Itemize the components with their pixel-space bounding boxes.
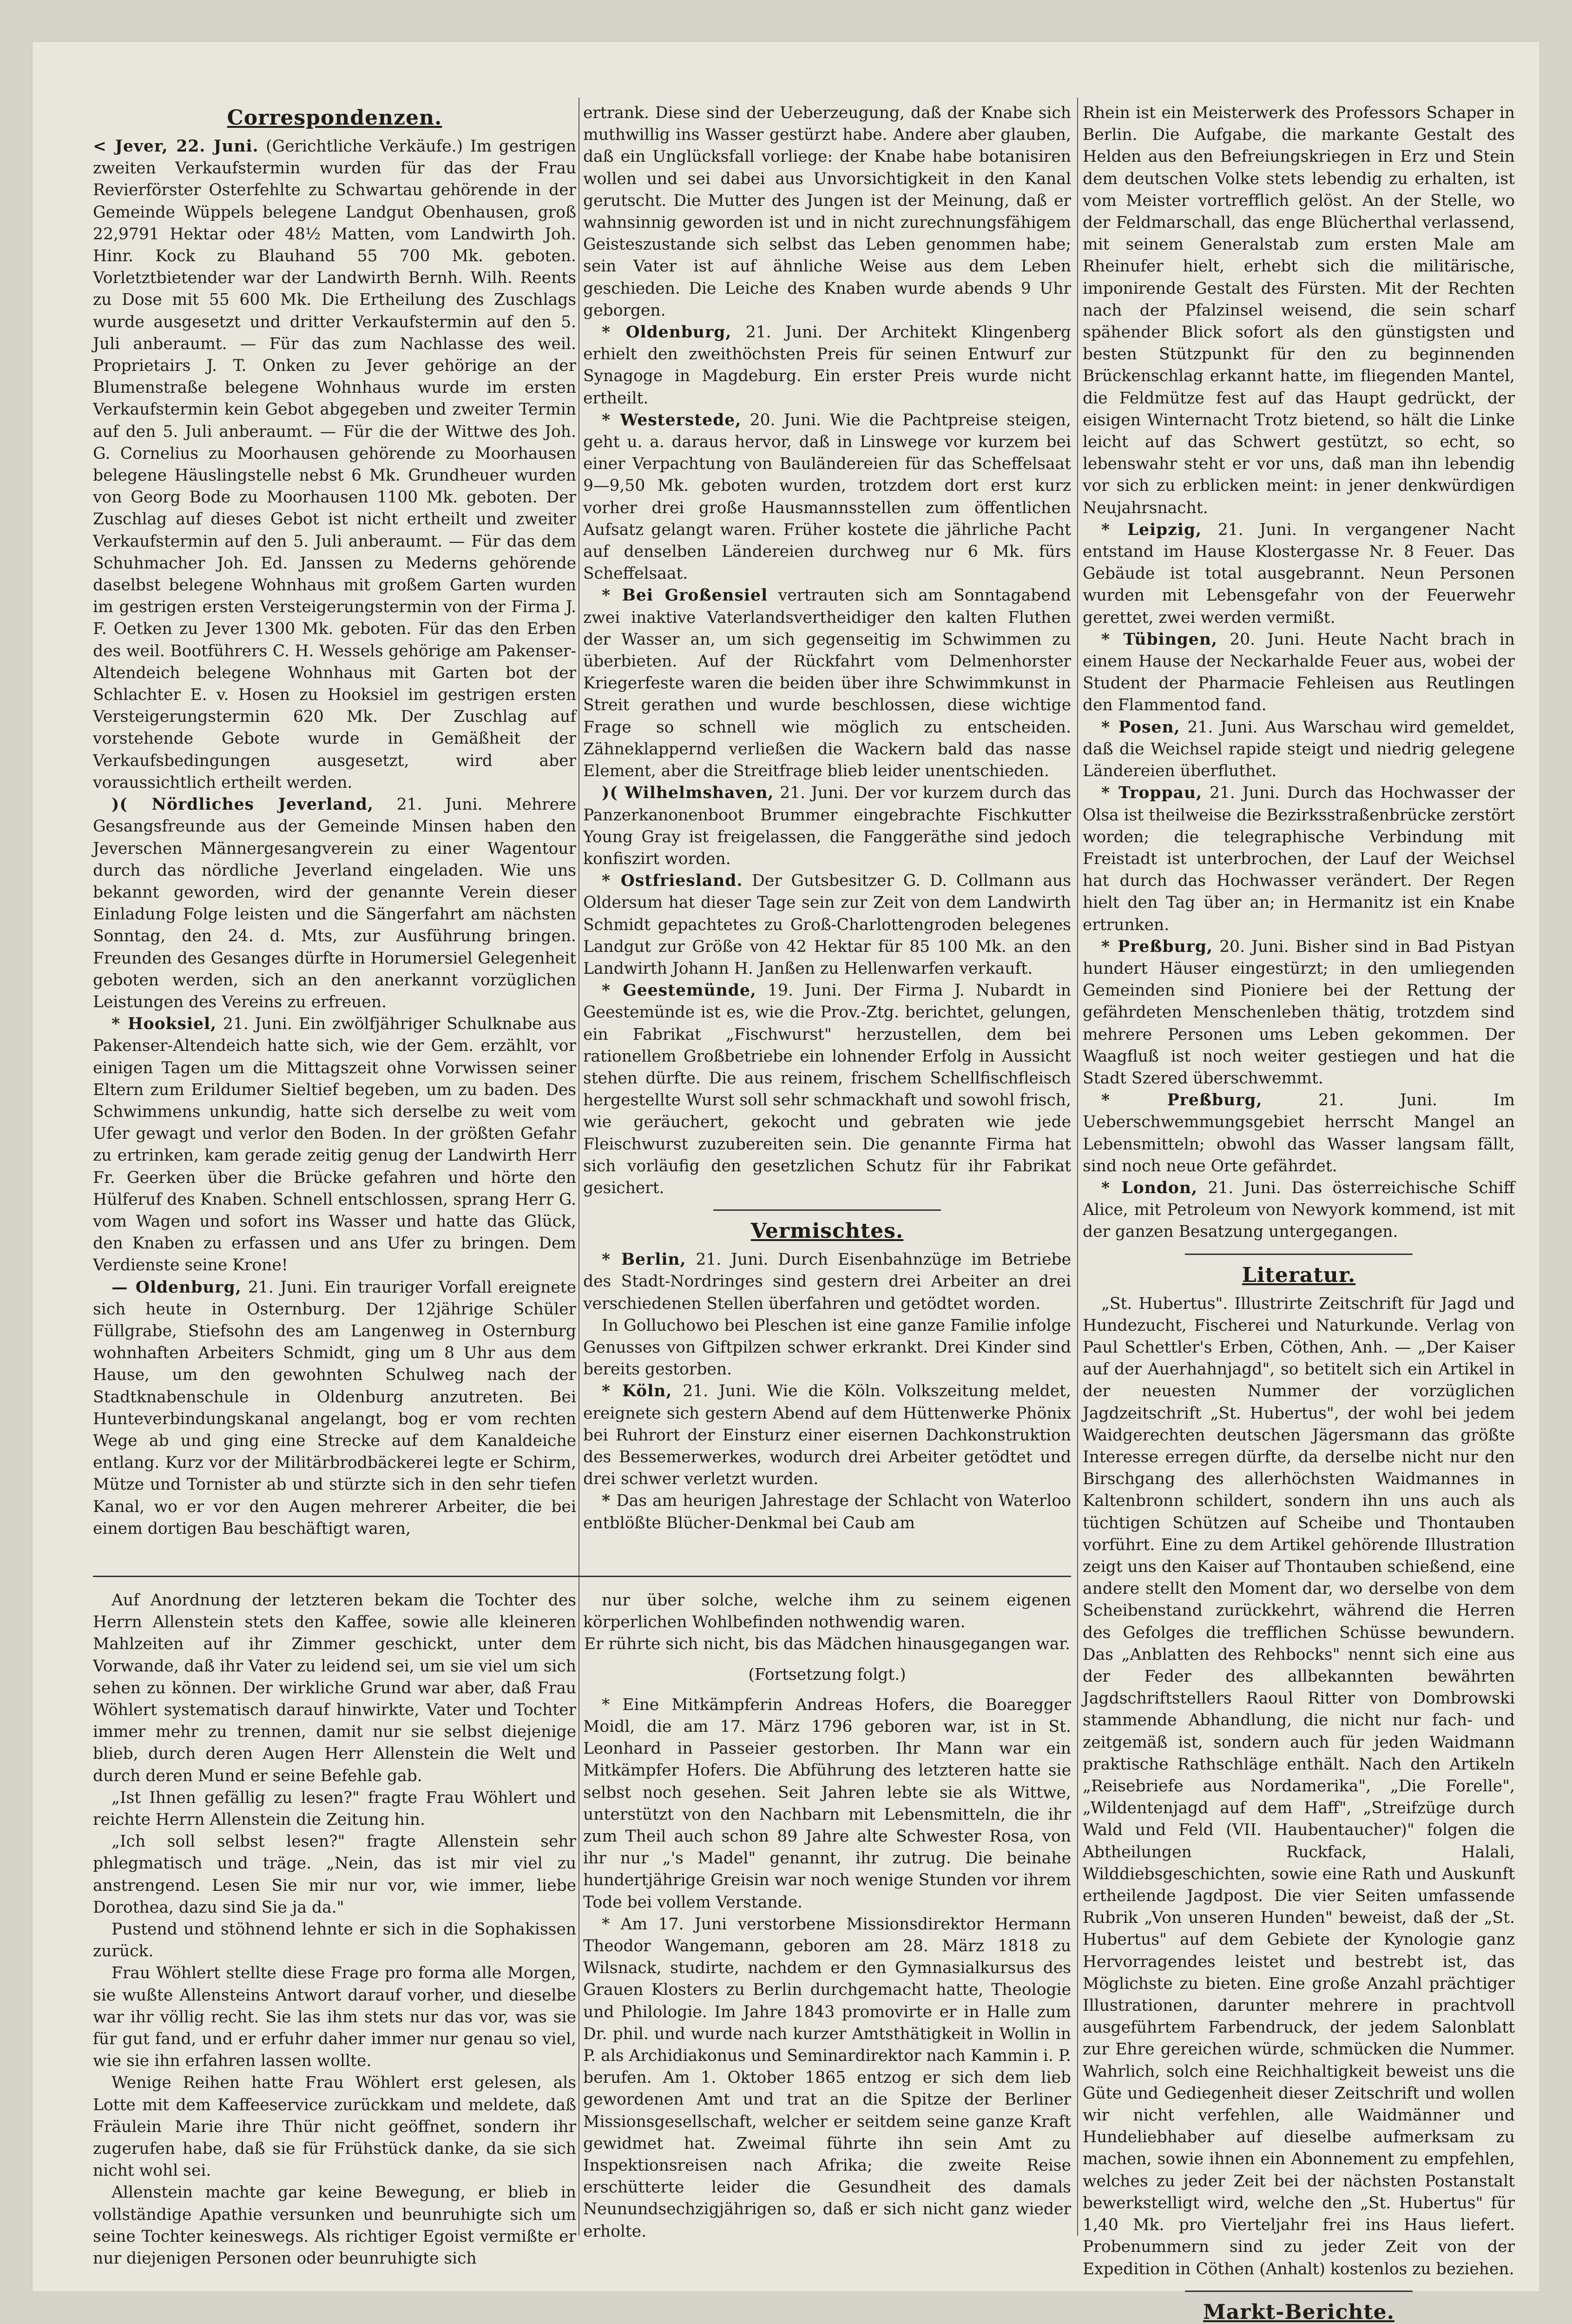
- continued-note: (Fortsetzung folgt.): [748, 1665, 906, 1684]
- article: [583, 322, 1071, 409]
- article-dateline: * Troppau,: [1101, 784, 1203, 803]
- feuilleton-paragraph: * Am 17. Juni verstorbene Missionsdirektor Hermann Theodor Wangemann, geboren am 28. März 1818 zu Wilsnack, studirte, nachdem er den Gymnasialkursus des Grauen Klosters zu Berlin durchgemacht hatte, Theologie und Philologie. Im Jahre 1843 promovirte er in Halle zum Dr. phil. und wurde nach kurzer Amtsthätigkeit in Wollin in P. als Archidiakonus und Seminardirektor nach Kammin i. P. berufen. Am 1. Oktober 1865 entzog er sich dem lieb gewordenen Amt und trat an die Spitze der Berliner Missionsgesellschaft, welcher er seitdem seine ganze Kraft gewidmet hat. Zweimal führte ihn sein Amt zu Inspektionsreisen nach Afrika; die zweite Reise erschütterte leider die Gesundheit des damals Neunundsechzigjährigen so, daß er sich nicht ganz wieder erholte.: [583, 1915, 1071, 2241]
- column-misc: [1083, 102, 1515, 2324]
- article-text: Das am heurigen Jahrestage der Schlacht von Waterloo entblößte Blücher-Denkmal bei Caub am: [583, 1492, 1072, 1532]
- feuilleton-paragraph: nur über solche, welche ihm zu seinem eigenen körperlichen Wohlbefinden nothwendig waren.: [583, 1591, 1071, 1632]
- article-dateline: * Bei Großensiel: [602, 586, 768, 605]
- article-dateline: — Oldenburg,: [112, 1278, 242, 1297]
- article: [583, 1490, 1071, 1534]
- article: [583, 1380, 1071, 1490]
- article-dateline: * Posen,: [1101, 718, 1180, 737]
- article-dateline: )( Nördliches Jeverland,: [112, 795, 374, 814]
- feuilleton-paragraph: „Ist Ihnen gefällig zu lesen?" fragte Frau Wöhlert und reichte Herrn Allenstein die Zeitung hin.: [93, 1788, 576, 1829]
- article-text: 21. Juni. Der Architekt Klingenberg erhielt den zweithöchsten Preis für seinen Entwurf zur Synagoge in Magdeburg. Ein erster Preis wurde nicht ertheilt.: [583, 323, 1072, 408]
- article-text: 20. Juni. Bisher sind in Bad Pistyan hundert Häuser eingestürzt; in den umliegenden Gemeinden sind Pioniere bei der Rettung der gefährdeten Menschenleben thätig, trotzdem sind mehrere Personen ums Leben gekommen. Der Waagfluß ist noch weiter gestiegen und hat die Stadt Szered überschwemmt.: [1083, 937, 1515, 1088]
- article-text: 21. Juni. Mehrere Gesangsfreunde aus der Gemeinde Minsen haben den Jeverschen Männergesangverein zu einer Wagentour durch das nördliche Jeverland eingeladen. Wie uns bekannt geworden, wird der genannte Verein dieser Einladung Folge leisten und die Sängerfahrt am nächsten Sonntag, den 24. d. Mts, zur Ausführung bringen. Freunden des Gesanges dürfte in Horumersiel Gelegenheit geboten werden, sich an den anerkannt vorzüglichen Leistungen des Vereins zu erfreuen.: [93, 795, 576, 1011]
- article: [583, 870, 1071, 980]
- article-text: 21. Juni. In vergangener Nacht entstand im Hause Klostergasse Nr. 8 Feuer. Das Gebäude ist total ausgebrannt. Neun Personen wurden mit Lebensgefahr von der Feuerwehr gerettet, zwei werden vermißt.: [1083, 520, 1515, 627]
- article: [1083, 629, 1515, 717]
- article-text: 21. Juni. Aus Warschau wird gemeldet, daß die Weichsel rapide steigt und niedrig gelegene Ländereien überfluthet.: [1083, 718, 1515, 781]
- article-dateline: * Leipzig,: [1101, 520, 1202, 539]
- column-correspondence: [93, 102, 576, 1540]
- section-divider: [1185, 2291, 1413, 2292]
- article-text: 21. Juni. Ein zwölfjähriger Schulknabe aus Pakenser-Altendeich hatte sich, wie der Gem. erzählt, vor einigen Tagen um die Mittagszeit ohne Vorwissen seiner Eltern zum Erildumer Sieltief begeben, um zu baden. Des Schwimmens unkundig, hatte sich derselbe zu weit vom Ufer gewagt und verlor den Boden. In der größten Gefahr zu ertrinken, kam gerade zeitig genug der Landwirth Herr Fr. Geerken über die Brücke gefahren und hörte den Hülferuf des Knaben. Schnell entschlossen, sprang Herr G. vom Wagen und sofort ins Wasser und hatte das Glück, den Knaben zu erfassen und ans Ufer zu bringen. Dem Verdienste seine Krone!: [93, 1015, 577, 1275]
- article: [93, 794, 576, 1013]
- article-text: (Gerichtliche Verkäufe.) Im gestrigen zweiten Verkaufstermin wurden für das der Frau Revierförster Osterfehlte zu Schwartau gehörende in der Gemeinde Wüppels belegene Landgut Obenhausen, groß 22,9791 Hektar oder 48½ Matten, vom Landwirth Joh. Hinr. Kock zu Blauhand 55 700 Mk. geboten. Vorletztbietender war der Landwirth Bernh. Wilh. Reents zu Dose mit 55 600 Mk. Die Ertheilung des Zuschlags wurde ausgesetzt und dritter Verkaufstermin auf den 5. Juli anberaumt. — Für das zum Nachlasse des weil. Proprietairs J. T. Onken zu Jever gehörige an der Blumenstraße belegene Wohnhaus wurde im ersten Verkaufstermin kein Gebot abgegeben und zweiter Termin auf den 5. Juli anberaumt. — Für die der Wittwe des Joh. G. Cornelius zu Moorhausen gehörende zu Moorhausen belegene Häuslingstelle nebst 6 Mk. Grundheuer wurden von Georg Bode zu Moorhausen 1100 Mk. geboten. Der Zuschlag auf dieses Gebot ist nicht ertheilt und zweiter Verkaufstermin auf den 5. Juli anberaumt. — Für das dem Schuhmacher Joh. Ed. Janssen zu Mederns gehörende daselbst belegene Wohnhaus mit großem Garten wurden im gestrigen ersten Versteigerungstermin von der Firma J. F. Oetken zu Jever 1300 Mk. geboten. Für das den Erben des weil. Bootführers C. H. Wessels gehörige am Pakenser-Altendeich belegene Wohnhaus mit Garten bot der Schlachter E. v. Hosen zu Hooksiel im gestrigen ersten Versteigerungstermin 620 Mk. Der Zuschlag auf vorstehende Gebote wurde in Gemäßheit der Verkaufsbedingungen ausgesetzt, wird aber voraussichtlich ertheilt werden.: [93, 137, 576, 792]
- article: [1083, 782, 1515, 936]
- article-text: 21. Juni. Ein trauriger Vorfall ereignete sich heute in Osternburg. Der 12jährige Schüler Füllgrabe, Stiefsohn des am Langenweg in Osternburg wohnhaften Arbeiters Schmidt, ging um 8 Uhr aus dem Hause, um den gewohnten Schulweg nach der Stadtknabenschule in Oldenburg anzutreten. Bei Hunteverbindungskanal angelangt, bog er vom rechten Wege ab und ging eine Strecke auf dem Kanaldeiche entlang. Kurz vor der Militärbrodbäckerei legte er Schirm, Mütze und Tornister ab und stürzte sich in den sehr tiefen Kanal, wo er vor den Augen mehrerer Arbeiter, die bei einem dortigen Bau beschäftigt waren,: [93, 1278, 576, 1538]
- article-text: 19. Juni. Der Firma J. Nubardt in Geestemünde ist es, wie die Prov.-Ztg. berichtet, gelungen, ein Fabrikat „Fischwurst" herzustellen, dem bei rationellem Großbetriebe ein lohnender Erfolg in Aussicht stehen dürfte. Die aus reinem, frischem Schellfischfleisch hergestellte Wurst soll sehr schmackhaft und sowohl frisch, wie geräuchert, gekocht und gebraten wie jede Fleischwurst zuzubereiten sein. Die genannte Firma hat sich vorläufig den gesetzlichen Schutz für ihr Fabrikat gesichert.: [583, 981, 1072, 1197]
- section-heading: Markt-Berichte.: [1203, 2300, 1394, 2324]
- article-dateline: < Jever, 22. Juni.: [93, 137, 259, 156]
- article: [1083, 717, 1515, 783]
- section-heading: Literatur.: [1242, 1263, 1356, 1287]
- article-text: 21. Juni. Durch Eisenbahnzüge im Betriebe des Stadt-Nordringes sind gestern drei Arbeiter an drei verschiedenen Stellen überfahren und getödtet worden.: [583, 1250, 1071, 1313]
- article-dateline: * Tübingen,: [1101, 630, 1217, 649]
- feuilleton-left: [93, 1590, 576, 2270]
- article-text: 21. Juni. Der vor kurzem durch das Panzerkanonenboot Brummer eingebrachte Fischkutter Young Gray ist freigelassen, die Fanggeräthe sind jedoch konfiszirt worden.: [583, 784, 1071, 868]
- feuilleton-paragraph: Pustend und stöhnend lehnte er sich in die Sophakissen zurück.: [93, 1920, 576, 1961]
- section-divider: [713, 1209, 941, 1211]
- article-dateline: * Preßburg,: [1101, 937, 1213, 956]
- article-dateline: *: [602, 1492, 611, 1511]
- article: [1083, 936, 1515, 1089]
- article-continuation: Rhein ist ein Meisterwerk des Professors Schaper in Berlin. Die Aufgabe, die markante Gestalt des Helden aus den Befreiungskriegen in Erz und Stein dem deutschen Volke stets lebendig zu erhalten, ist vom Meister vortrefflich gelöst. An der Stelle, wo der Feldmarschall, das enge Blücherthal verlassend, mit seinem Generalstab zum ersten Male am Rheinufer hielt, erhebt sich die militärische, imponirende Gestalt des Fürsten. Mit der Rechten nach der Pfalzinsel weisend, die sein scharf spähender Blick sofort als den günstigsten und besten Stützpunkt für den zu beginnenden Brückenschlag erkannt hatte, im fliegenden Mantel, die Feldmütze fest auf das Haupt gedrückt, der eisigen Winternacht Trotz bietend, so hält die Linke leicht auf das Schwert gestützt, so echt, so lebenswahr steht er vor uns, daß man ihn lebendig vor sich zu erblicken meint: in jener denkwürdigen Neujahrsnacht.: [1083, 104, 1515, 517]
- article: [93, 1013, 576, 1276]
- feuilleton-paragraph: Frau Wöhlert stellte diese Frage pro forma alle Morgen, sie wußte Allensteins Antwort darauf vorher, und dieselbe war ihr völlig recht. Sie las ihm stets nur das vor, was sie für gut fand, und er erfuhr daher immer nur genau so viel, wie sie ihn erfahren lassen wollte.: [93, 1964, 576, 2071]
- newspaper-page: [33, 42, 1539, 2324]
- article-dateline: )( Wilhelmshaven,: [602, 784, 774, 803]
- article-dateline: * London,: [1101, 1178, 1198, 1197]
- article-dateline: * Oldenburg,: [602, 323, 732, 342]
- article-list: [93, 136, 576, 1540]
- article: [583, 782, 1071, 870]
- article: [93, 136, 576, 794]
- article: [1083, 1089, 1515, 1177]
- article-dateline: * Hooksiel,: [112, 1015, 217, 1034]
- article-text: In Golluchowo bei Pleschen ist eine ganze Familie infolge Genusses von Giftpilzen schwer erkrankt. Drei Kinder sind bereits gestorben.: [583, 1316, 1071, 1379]
- article-dateline: * Westerstede,: [602, 410, 742, 429]
- feuilleton-right: [583, 1590, 1071, 2243]
- article: [583, 1249, 1071, 1315]
- feuilleton-paragraph: Allenstein machte gar keine Bewegung, er blieb in vollständige Apathie versunken und beunruhigte sich um seine Tochter keineswegs. Als richtiger Egoist vermißte er nur diejenigen Personen oder beunruhigte sich: [93, 2183, 576, 2268]
- article: [1083, 1177, 1515, 1243]
- article-text: 20. Juni. Heute Nacht brach in einem Hause der Neckarhalde Feuer aus, wobei der Student der Pharmacie Fehleisen aus Reutlingen den Flammentod fand.: [1083, 630, 1515, 715]
- article-text: 21. Juni. Das österreichische Schiff Alice, mit Petroleum von Newyork kommend, ist mit der ganzen Besatzung untergegangen.: [1083, 1178, 1515, 1241]
- article-text: Der Gutsbesitzer G. D. Collmann aus Oldersum hat dieser Tage sein zur Zeit von dem Landwirth Schmidt gepachtetes zu Groß-Charlottengroden belegenes Landgut zur Größe von 42 Hektar für 85 100 Mk. an den Landwirth Johann H. Janßen zu Hellenwarfen verkauft.: [583, 872, 1072, 978]
- literature-text: „St. Hubertus". Illustrirte Zeitschrift für Jagd und Hundezucht, Fischerei und Naturkunde. Verlag von Paul Schettler's Erben, Cöthen, Anh. — „Der Kaiser auf der Auerhahnjagd", so betitelt sich ein Artikel in der neuesten Nummer der vorzüglichen Jagdzeitschrift „St. Hubertus", der wohl bei jedem Waidgerechten deutschen Jägersmann das größte Interesse erregen dürfte, da derselbe nicht nur den Birschgang des allerhöchsten Waidmannes in Kaltenbronn schildert, sondern ihn uns auch als tüchtigen Schützen auf Scheibe und Thontauben vorführt. Eine zu dem Artikel gehörende Illustration zeigt uns den Kaiser auf Thontauben schießend, eine andere stellt den Moment dar, wo derselbe von dem Scheibenstand zurückkehrt, während die Herren des Gefolges die trefflichen Schüsse bewundern. Das „Anblatten des Rehbocks" nennt sich eine aus der Feder des allbekannten bewährten Jagdschriftstellers Raoul Ritter von Dombrowski stammende Abhandlung, die nicht nur fach- und zeitgemäß ist, sondern auch für jeden Waidmann praktische Rathschläge enthält. Nach den Artikeln „Reisebriefe aus Nordamerika", „Die Forelle", „Wildentenjagd auf dem Haff", „Streifzüge durch Wald und Feld (VII. Haubentaucher)" folgen die Abtheilungen Ruckfack, Halali, Wilddiebsgeschichten, sowie eine Rath und Auskunft ertheilende Jagdpost. Die vier Seiten umfassende Rubrik „Von unseren Hunden" beweist, daß der „St. Hubertus" auf dem Gebiete der Kynologie ganz Hervorragendes leistet und bestrebt ist, das Möglichste zu bieten. Eine große Anzahl prächtiger Illustrationen, darunter mehrere in prachtvoll ausgeführtem Farbendruck, der jedem Salonblatt zur Ehre gereichen würde, schmücken die Nummer. Wahrlich, solch eine Reichhaltigkeit beweist uns die Güte und Gediegenheit dieser Zeitschrift und wollen wir nicht verfehlen, alle Waidmänner und Hundeliebhaber auf dieselbe aufmerksam zu machen, sowie ihnen ein Abonnement zu empfehlen, welches zu jeder Zeit bei der nächsten Postanstalt bewerkstelligt wird, welche den „St. Hubertus" für 1,40 Mk. pro Vierteljahr frei ins Haus liefert. Probenummern sind zu jeder Zeit von der Expedition in Cöthen (Anhalt) kostenlos zu beziehen.: [1083, 1294, 1515, 2278]
- article-text: 20. Juni. Wie die Pachtpreise steigen, geht u. a. daraus hervor, daß in Linswege vor kurzem bei einer Verpachtung von Bauländereien für das Scheffelsaat 9—9,50 Mk. geboten wurden, trotzdem dort erst kurz vorher drei große Hausmannsstellen zum öffentlichen Aufsatz gelangt waren. Früher kostete die jährliche Pacht auf denselben Ländereien durchweg nur 6 Mk. fürs Scheffelsaat.: [583, 410, 1071, 583]
- article: [583, 980, 1071, 1199]
- article-dateline: * Köln,: [602, 1382, 672, 1401]
- article-dateline: * Berlin,: [602, 1250, 686, 1269]
- article-text: 21. Juni. Durch das Hochwasser der Olsa ist theilweise die Bezirksstraßenbrücke zerstört worden; die telegraphische Verbindung mit Freistadt ist unterbrochen, der Lauf der Weichsel hat durch das Hochwasser verändert. Der Regen hielt den Tag über an; in Hermanitz ist ein Knabe ertrunken.: [1083, 784, 1515, 934]
- article: [583, 409, 1071, 585]
- article: [1083, 519, 1515, 629]
- article: [583, 1315, 1071, 1381]
- article-dateline: * Preßburg,: [1101, 1091, 1263, 1110]
- article-text: 21. Juni. Im Ueberschwemmungsgebiet herrscht Mangel an Lebensmitteln; obwohl das Wasser langsam fällt, sind noch neue Orte gefährdet.: [1083, 1091, 1515, 1175]
- article-continuation: ertrank. Diese sind der Ueberzeugung, daß der Knabe sich muthwillig ins Wasser gestürzt habe. Andere aber glauben, daß ein Unglücksfall vorliege: der Knabe habe botanisiren wollen und sei dabei aus Unvorsichtigkeit in den Kanal gerutscht. Die Mutter des Jungen ist der Meinung, daß er wahnsinnig geworden ist und in nicht zurechnungsfähigem Geisteszustande sich selbst das Leben genommen habe; sein Vater ist auf ähnliche Weise aus dem Leben geschieden. Die Leiche des Knaben wurde abends 9 Uhr geborgen.: [583, 104, 1071, 320]
- article-dateline: * Ostfriesland.: [602, 872, 743, 891]
- feuilleton-paragraph: * Eine Mitkämpferin Andreas Hofers, die Boaregger Moidl, die am 17. März 1796 geboren war, ist in St. Leonhard in Passeier gestorben. Ihr Mann war ein Mitkämpfer Hofers. Die Abführung des letzteren hatte sie selbst noch gesehen. Seit Jahren lebte sie als Wittwe, unterstützt von den Nachbarn mit Lebensmitteln, die ihr zum Theil auch schon 89 Jahre alte Schwester Rosa, von ihr nur „'s Madel" genannt, ihr zutrug. Die beinahe hundertjährige Greisin war noch wenige Stunden vor ihrem Tode bei vollem Verstande.: [583, 1695, 1071, 1912]
- section-divider: [1185, 1254, 1413, 1255]
- column-divider-2: [1077, 98, 1078, 2236]
- feuilleton-paragraph: „Ich soll selbst lesen?" fragte Allenstein sehr phlegmatisch und träge. „Nein, das ist mir viel zu anstrengend. Lesen Sie mir nur vor, wie immer, liebe Dorothea, dazu sind Sie ja da.": [93, 1832, 576, 1917]
- article: [583, 585, 1071, 782]
- article: [93, 1277, 576, 1540]
- section-heading: Correspondenzen.: [227, 106, 442, 130]
- feuilleton-rule: [93, 1576, 1071, 1577]
- feuilleton-paragraph: Wenige Reihen hatte Frau Wöhlert erst gelesen, als Lotte mit dem Kaffeeservice zurückkam und meldete, daß Fräulein Marie ihre Thür nicht geöffnet, sondern ihr zugerufen habe, daß sie für Frühstück danke, da sie sich nicht wohl sei.: [93, 2073, 576, 2180]
- column-news: [583, 102, 1071, 1534]
- article-text: 21. Juni. Wie die Köln. Volkszeitung meldet, ereignete sich gestern Abend auf dem Hüttenwerke Phönix bei Ruhrort der Einsturz einer eisernen Dachkonstruktion des Bessemerwerkes, wodurch drei Arbeiter getödtet und drei schwer verletzt wurden.: [583, 1382, 1071, 1489]
- article-text: vertrauten sich am Sonntagabend zwei inaktive Vaterlandsvertheidiger den kalten Fluthen der Wasser an, um sich gegenseitig im Schwimmen zu überbieten. Auf der Rückfahrt vom Delmenhorster Kriegerfeste waren die beiden über ihre Schwimmkunst in Streit gerathen und wurde beschlossen, diese wichtige Frage so schnell wie möglich zu entscheiden. Zähneklappernd verließen die Wackern bald das nasse Element, aber die Streitfrage blieb leider unentschieden.: [583, 586, 1072, 781]
- section-heading: Vermischtes.: [750, 1219, 904, 1243]
- feuilleton-paragraph: Auf Anordnung der letzteren bekam die Tochter des Herrn Allenstein stets den Kaffee, sowie alle kleineren Mahlzeiten auf ihr Zimmer geschickt, unter dem Vorwande, daß ihr Vater zu leidend sei, um sie viel um sich sehen zu können. Der wirkliche Grund war aber, daß Frau Wöhlert systematisch darauf hinwirkte, Vater und Tochter immer mehr zu trennen, damit nur sie selbst diejenige blieb, durch deren Augen Herr Allenstein die Welt und durch deren Mund er seine Befehle gab.: [93, 1591, 576, 1785]
- article-dateline: * Geestemünde,: [602, 981, 756, 1000]
- feuilleton-paragraph: Er rührte sich nicht, bis das Mädchen hinausgegangen war.: [584, 1635, 1071, 1654]
